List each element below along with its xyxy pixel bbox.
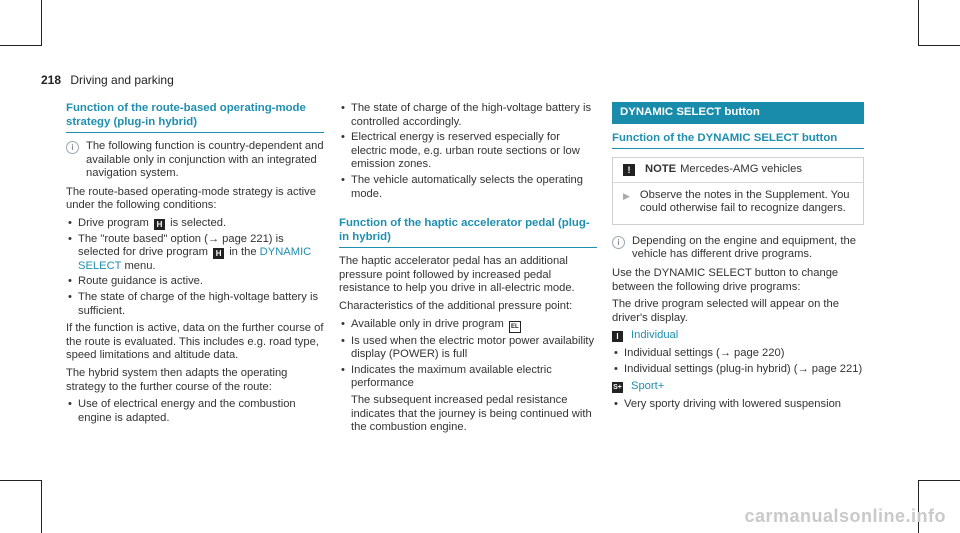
text: • Indicates the maximum available electric performance xyxy=(351,363,552,390)
note-text: Depending on the engine and equipment, the vehicle has different drive programs. xyxy=(632,234,856,261)
note-text: The following function is country-dependent and available only in conjunction with an integrated navigation system. xyxy=(86,140,324,180)
paragraph: Characteristics of the additional pressure point: xyxy=(339,299,573,312)
individual-mode-icon: I xyxy=(612,331,623,342)
adapt-list-continued xyxy=(339,102,597,201)
page-header xyxy=(41,73,174,87)
list-item: • The state of charge of the high-voltage battery is controlled accordingly. xyxy=(339,102,597,129)
play-arrow-icon: ▶ xyxy=(623,190,630,201)
text: The "route based" option (→ page 221) is selected for drive program xyxy=(78,232,284,259)
drive-program-h-icon: H xyxy=(213,248,224,259)
sport-list xyxy=(612,398,864,412)
list-item: • Is used when the electric motor power availability display (POWER) is full xyxy=(339,335,597,362)
text: menu. xyxy=(124,259,156,272)
drive-mode-individual xyxy=(612,329,864,343)
list-item xyxy=(66,233,324,274)
menu-link[interactable]: DYNAMIC SELECT xyxy=(78,246,312,272)
list-item xyxy=(339,318,597,333)
note-header xyxy=(613,158,863,183)
note-body xyxy=(613,183,863,224)
crop-mark xyxy=(41,0,42,46)
crop-mark xyxy=(918,0,919,46)
list-item: • Electrical energy is reserved especially for electric mode, e.g. urban route sections or low emission zones. xyxy=(339,131,597,172)
info-note xyxy=(66,140,324,181)
sport-plus-mode-icon: S+ xyxy=(613,383,622,391)
section-heading: Function of the DYNAMIC SELECT button xyxy=(612,132,864,150)
adapt-list xyxy=(66,398,324,425)
paragraph: Use the DYNAMIC SELECT button to change between the following drive programs: xyxy=(612,267,839,293)
crop-mark xyxy=(0,45,42,46)
note-text: Observe the notes in the Supplement. You could otherwise fail to recognize dangers. xyxy=(639,188,850,215)
list-item xyxy=(66,217,324,231)
list-item: • Individual settings (plug-in hybrid) (→ page 221) xyxy=(612,363,864,377)
info-icon: i xyxy=(66,141,79,154)
watermark: carmanualsonline.info xyxy=(744,506,946,526)
section-banner: DYNAMIC SELECT button xyxy=(612,102,864,124)
crop-mark xyxy=(918,480,960,481)
column-1 xyxy=(66,102,324,429)
crop-mark xyxy=(41,480,42,533)
crop-mark xyxy=(0,480,42,481)
condition-list xyxy=(66,217,324,318)
column-3 xyxy=(612,102,864,415)
text: in the xyxy=(229,246,257,259)
paragraph: The drive program selected will appear on the driver's display. xyxy=(612,298,839,324)
text: Drive program xyxy=(78,216,149,229)
paragraph: The hybrid system then adapts the operating strategy to the further course of the route: xyxy=(66,366,288,393)
text: Available only in drive program xyxy=(351,317,504,330)
list-item: • Route guidance is active. xyxy=(66,275,324,289)
section-title: Driving and parking xyxy=(70,73,174,87)
info-icon: i xyxy=(612,236,625,249)
electric-drive-program-icon: EL xyxy=(509,321,521,333)
page-number: 218 xyxy=(41,73,62,87)
paragraph: The haptic accelerator pedal has an additional pressure point followed by increased pedal resistance to help you drive in all-electric mode. xyxy=(339,255,575,295)
list-item: • The vehicle automatically selects the operating mode. xyxy=(339,174,597,201)
sub-text: The subsequent increased pedal resistance indicates that the journey is being continued with the combustion engine. xyxy=(351,393,592,434)
column-2 xyxy=(339,102,597,439)
note-label: NOTE xyxy=(645,163,677,176)
drive-mode-sport-plus xyxy=(612,380,864,394)
list-item: • Very sporty driving with lowered suspension xyxy=(612,398,864,412)
list-item: • Use of electrical energy and the combustion engine is adapted. xyxy=(66,398,324,425)
section-heading: Function of the haptic accelerator pedal (plug-in hybrid) xyxy=(339,217,597,248)
individual-list xyxy=(612,347,864,376)
info-note xyxy=(612,235,864,262)
mode-label: Individual xyxy=(631,329,679,342)
paragraph: The route-based operating-mode strategy is active under the following conditions: xyxy=(66,185,316,212)
note-title: Mercedes-AMG vehicles xyxy=(680,163,802,176)
note-box xyxy=(612,157,864,225)
characteristics-list xyxy=(339,318,597,435)
mode-label: Sport+ xyxy=(631,380,665,393)
text: is selected. xyxy=(170,216,227,229)
section-heading: Function of the route-based operating-mode strategy (plug-in hybrid) xyxy=(66,102,324,133)
list-item: • Individual settings (→ page 220) xyxy=(612,347,864,361)
list-item: • The state of charge of the high-voltage battery is sufficient. xyxy=(66,291,324,318)
paragraph: If the function is active, data on the further course of the route is evaluated. This includes e.g. road type, speed limitations and altitude data. xyxy=(66,322,324,362)
crop-mark xyxy=(918,45,960,46)
list-item xyxy=(339,364,597,435)
drive-program-h-icon: H xyxy=(154,219,165,230)
warning-icon: ! xyxy=(623,164,635,176)
